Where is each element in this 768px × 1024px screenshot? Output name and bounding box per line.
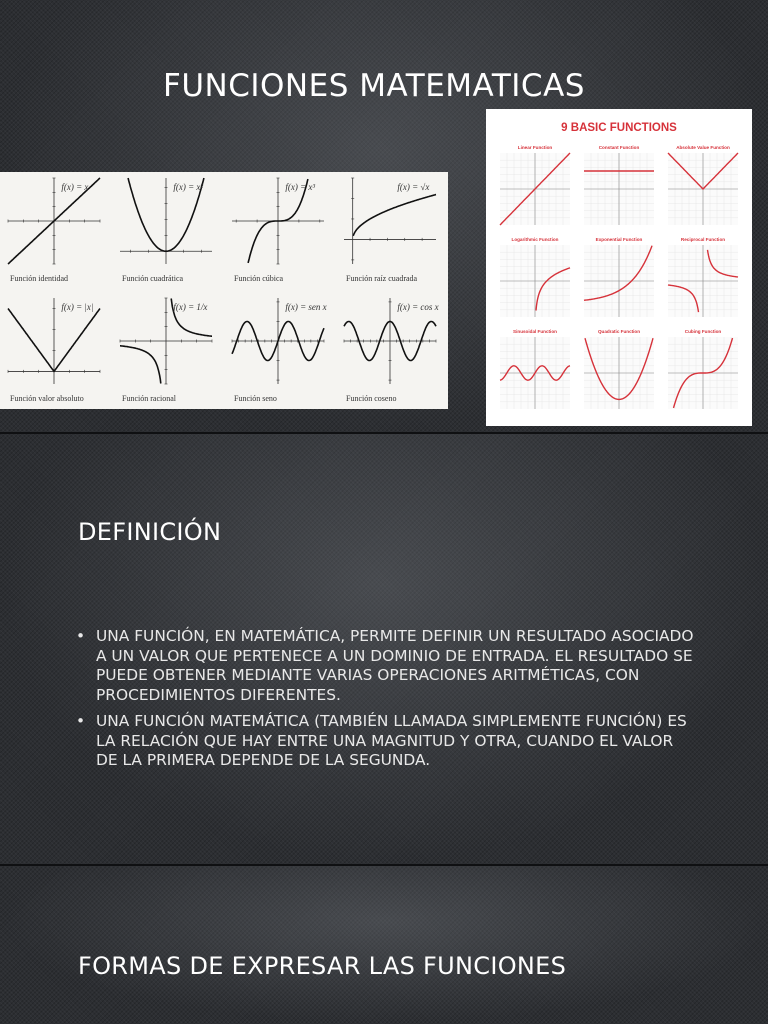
function-name: Cubing Function [684,329,722,334]
graph-caption: Función racional [122,394,176,403]
graph-caption: Función cúbica [234,274,284,283]
slide-forms [0,866,768,1024]
function-name: Constant Function [598,145,640,150]
bullet-item [76,712,696,771]
bullet-text: UNA FUNCIÓN, EN MATEMÁTICA, PERMITE DEFINIR UN RESULTADO ASOCIADO A UN VALOR QUE PERTENECE A UN DOMINIO DE ENTRADA. EL RESULTADO SE PUEDE OBTENER MEDIANTE VARIAS OPERACIONES ARITMÉTICAS, CON PROCEDIMIENTOS DIFERENTES. [96,627,694,704]
formula-label: f(x) = |x| [61,302,94,312]
function-name: Absolute Value Function [676,145,730,150]
function-curve [353,195,436,236]
basic-function-panel [500,329,570,409]
function-name: Logarithmic Function [511,237,559,242]
formula-label: f(x) = 1/x [173,302,208,312]
basic-function-panel [500,237,570,317]
slide-title [0,0,768,432]
slide-title-heading: FUNCIONES MATEMATICAS [163,68,585,104]
bullet-item [76,627,696,705]
formula-label: f(x) = √x [397,182,430,192]
basic-function-panel [584,145,654,225]
graph-caption: Función seno [234,394,277,403]
slide-definition [0,434,768,864]
graph-panel [120,298,212,403]
function-graphs-figure [0,172,448,409]
formula-label: f(x) = cos x [397,302,439,312]
definition-bullet-list [76,627,696,778]
definition-heading: DEFINICIÓN [78,518,222,546]
bullet-icon: • [76,712,86,730]
graph-caption: Función valor absoluto [10,394,84,403]
bullet-text: UNA FUNCIÓN MATEMÁTICA (TAMBIÉN LLAMADA SIMPLEMENTE FUNCIÓN) ES LA RELACIÓN QUE HAY ENTRE UNA MAGNITUD Y OTRA, CUANDO EL VALOR DE LA PRIMERA DEPENDE DE LA SEGUNDA. [96,712,687,769]
formula-label: f(x) = x³ [285,182,316,192]
graph-panel [8,298,100,403]
function-name: Sinusoidal Function [513,329,557,334]
basic-functions-figure [486,109,752,426]
graph-panel [344,178,436,283]
graph-panel [232,298,327,403]
graph-panel [344,298,439,403]
formula-label: f(x) = sen x [285,302,327,312]
basic-function-panel [668,237,738,317]
basic-function-panel [668,145,738,225]
function-name: Linear Function [517,145,553,150]
bullet-icon: • [76,627,86,645]
basic-function-panel [668,329,738,409]
formula-label: f(x) = x [61,182,89,192]
basic-function-panel [584,237,654,317]
function-name: Quadratic Function [597,329,641,334]
basic-function-panel [584,329,654,409]
graph-panel [8,178,100,283]
figure-title: 9 BASIC FUNCTIONS [561,122,677,134]
graph-caption: Función raíz cuadrada [346,274,418,283]
graph-caption: Función coseno [346,394,397,403]
graph-panel [120,178,212,283]
graph-caption: Función identidad [10,274,68,283]
graph-panel [232,178,324,283]
formula-label: f(x) = x² [173,182,204,192]
graph-caption: Función cuadrática [122,274,184,283]
function-name: Exponential Function [595,237,643,242]
basic-function-panel [500,145,570,225]
forms-heading: FORMAS DE EXPRESAR LAS FUNCIONES [78,952,567,980]
function-name: Reciprocal Function [680,237,726,242]
